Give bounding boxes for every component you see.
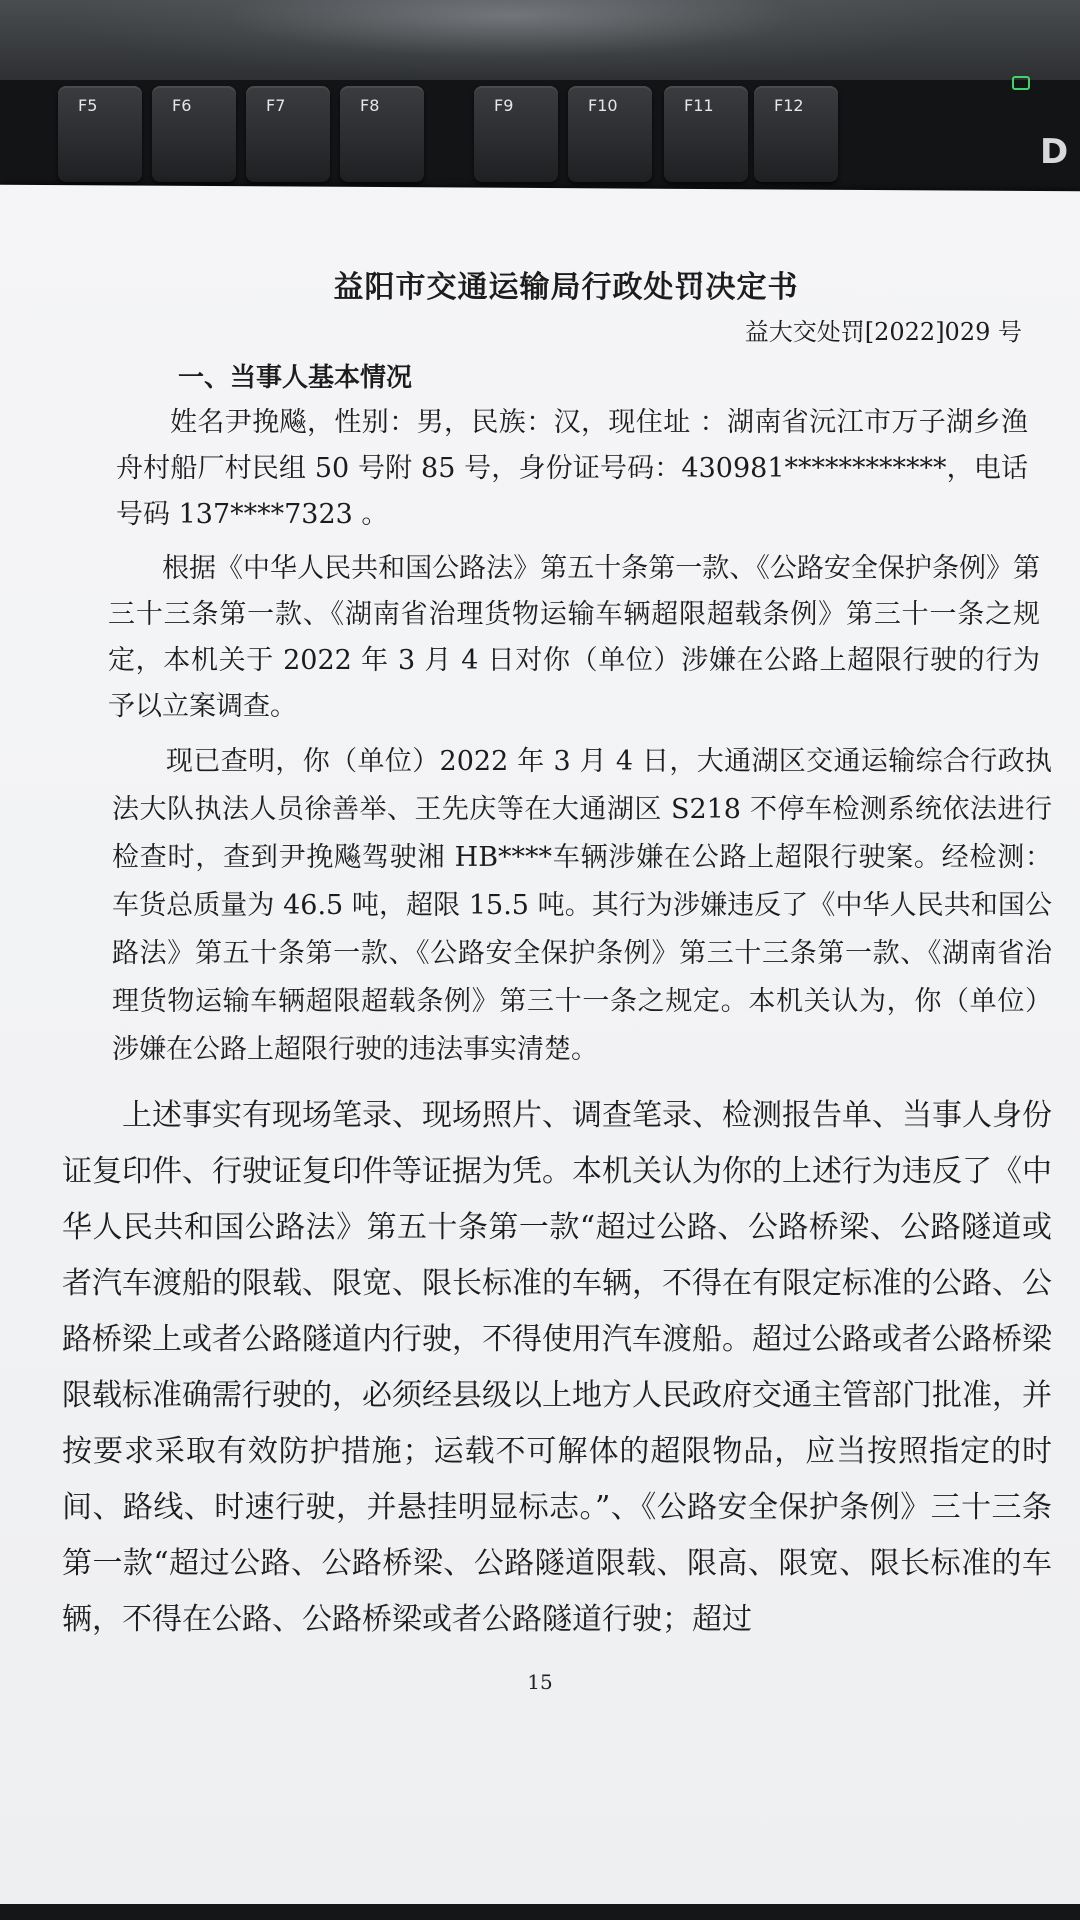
page-number: 15 xyxy=(527,1670,553,1694)
document-title: 益阳市交通运输局行政处罚决定书 xyxy=(333,270,799,305)
key-f7 xyxy=(246,86,330,182)
key-f8 xyxy=(340,86,424,182)
key-label: F6 xyxy=(172,96,192,115)
key-label: F11 xyxy=(684,96,714,115)
key-f5 xyxy=(58,86,142,182)
key-label: F9 xyxy=(494,96,514,115)
key-label: F7 xyxy=(266,96,286,115)
key-label: F12 xyxy=(774,96,804,115)
key-label: F5 xyxy=(78,96,98,115)
document-body xyxy=(62,262,1052,1656)
paragraph-party-info: 姓名尹挽飚，性别：男，民族：汉，现住址 ：湖南省沅江市万子湖乡渔舟村船厂村民组 50 号附 85 号，身份证号码：430981************，电话号码 137****7323 。 xyxy=(116,407,1028,530)
key-label: F10 xyxy=(588,96,618,115)
key-f12 xyxy=(754,86,838,182)
desk-edge xyxy=(0,1904,1080,1920)
section-heading: 一、当事人基本情况 xyxy=(178,363,413,393)
paragraph-findings: 现已查明，你（单位）2022 年 3 月 4 日，大通湖区交通运输综合行政执法大队执法人员徐善举、王先庆等在大通湖区 S218 不停车检测系统依法进行检查时，查到尹挽飚驾驶湘 HB****车辆涉嫌在公路上超限行驶案。经检测：车货总质量为 46.5 吨，超限 15.5 吨。其行为涉嫌违反了《中华人民共和国公路法》第五十条第一款、《公路安全保护条例》第三十三条第一款、《湖南省治理货物运输车辆超限超载条例》第三十一条之规定。本机关认为，你（单位）涉嫌在公路上超限行驶的违法事实清楚。 xyxy=(112,746,1052,1065)
key-f11 xyxy=(664,86,748,182)
paragraph-legal-basis: 根据《中华人民共和国公路法》第五十条第一款、《公路安全保护条例》第三十三条第一款、《湖南省治理货物运输车辆超限超载条例》第三十一条之规定，本机关于 2022 年 3 月 4 日对你（单位）涉嫌在公路上超限行驶的行为予以立案调查。 xyxy=(108,553,1040,722)
screen-reflection xyxy=(60,0,960,80)
keyboard-background xyxy=(0,0,1080,200)
lock-indicator-icon xyxy=(1012,76,1030,90)
key-f10 xyxy=(568,86,652,182)
key-label: F8 xyxy=(360,96,380,115)
key-f9 xyxy=(474,86,558,182)
document-number: 益大交处罚[2022]029 号 xyxy=(744,318,1022,346)
keyboard-brand-mark: D xyxy=(1040,132,1069,172)
key-f6 xyxy=(152,86,236,182)
paragraph-evidence: 上述事实有现场笔录、现场照片、调查笔录、检测报告单、当事人身份证复印件、行驶证复印件等证据为凭。本机关认为你的上述行为违反了《中华人民共和国公路法》第五十条第一款“超过公路、公路桥梁、公路隧道或者汽车渡船的限载、限宽、限长标准的车辆，不得在有限定标准的公路、公路桥梁上或者公路隧道内行驶，不得使用汽车渡船。超过公路或者公路桥梁限载标准确需行驶的，必须经县级以上地方人民政府交通主管部门批准，并按要求采取有效防护措施；运载不可解体的超限物品，应当按照指定的时间、路线、时速行驶，并悬挂明显标志。”、《公路安全保护条例》三十三条第一款“超过公路、公路桥梁、公路隧道限载、限高、限宽、限长标准的车辆，不得在公路、公路桥梁或者公路隧道行驶；超过 xyxy=(62,1098,1052,1637)
